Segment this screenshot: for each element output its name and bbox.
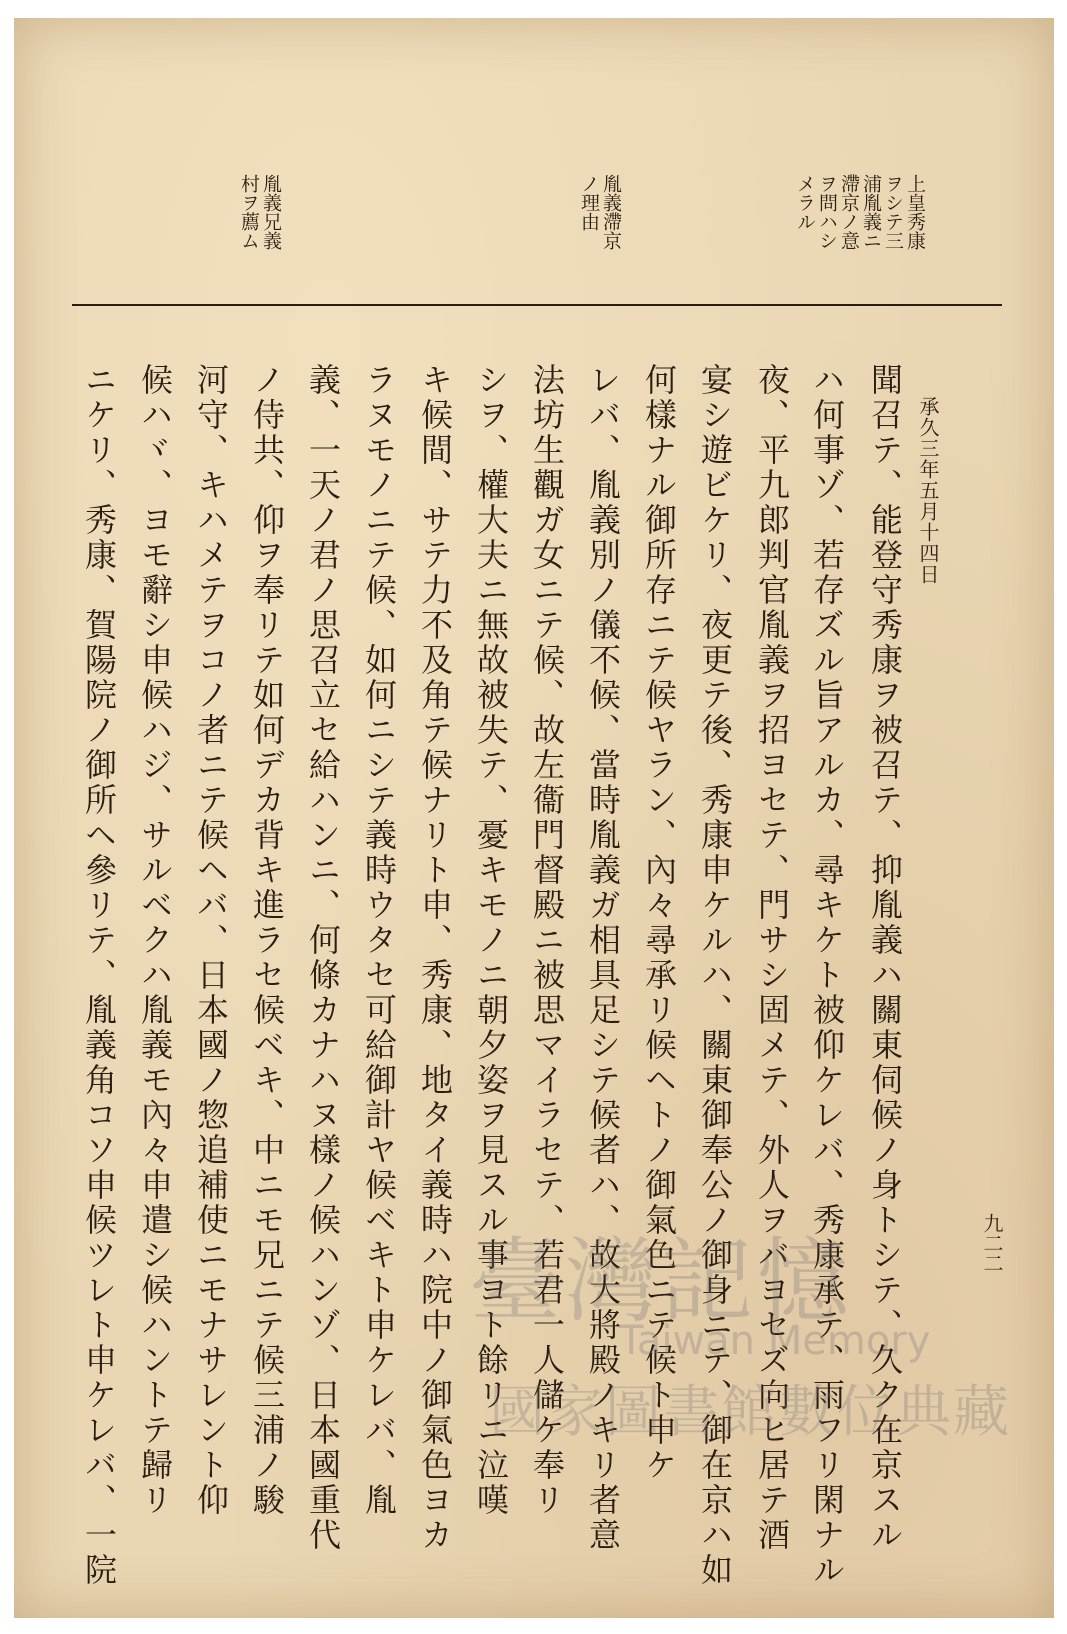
book-page bbox=[14, 18, 1054, 1618]
margin-note-reason: 胤義滯京 ノ理由 bbox=[578, 174, 622, 250]
text-column: 義、一天ノ君ノ思召立セ給ハンニ、何條カナハヌ樣ノ候ハンゾ、日本國重代 bbox=[304, 363, 342, 1553]
page-number: 九二二 bbox=[980, 1213, 1004, 1273]
text-column: ラヌモノニテ候、如何ニシテ義時ウタセ可給御計ヤ候ベキト申ケレバ、胤 bbox=[360, 363, 398, 1518]
text-column: シヲ、權大夫ニ無故被失テ、憂キモノニ朝夕姿ヲ見スル事ヨト餘リニ泣嘆 bbox=[472, 363, 510, 1518]
margin-note-hideyasu: 上皇秀康 ヲシテ三 浦胤義ニ 滯京ノ意 ヲ問ハシ メラル bbox=[794, 174, 926, 250]
text-column: ノ侍共、仰ヲ奉リテ如何デカ背キ進ラセ候ベキ、中ニモ兄ニテ候三浦ノ駿 bbox=[248, 363, 286, 1518]
text-column: キ候間、サテ力不及角テ候ナリト申、秀康、地タイ義時ハ院中ノ御氣色ヨカ bbox=[416, 363, 454, 1553]
text-column: ハ何事ゾ、若存ズル旨アルカ、尋キケト被仰ケレバ、秀康承テ、雨フリ閑ナル bbox=[808, 363, 846, 1588]
text-column: 聞召テ、能登守秀康ヲ被召テ、抑胤義ハ關東伺候ノ身トシテ、久ク在京スル bbox=[866, 363, 904, 1553]
watermark-subtitle: 國家圖書館數位典藏 bbox=[489, 1380, 1011, 1445]
text-column: 何樣ナル御所存ニテ候ヤラン、內々尋承リ候ヘトノ御氣色ニテ候ト申ケ bbox=[640, 363, 678, 1483]
text-column: 宴シ遊ビケリ、夜更テ後、秀康申ケルハ、關東御奉公ノ御身ニテ、御在京ハ如 bbox=[696, 363, 734, 1588]
margin-note-yoshimura: 胤義兄義 村ヲ薦ム bbox=[238, 174, 282, 250]
watermark-english: Taiwan Memory bbox=[619, 1318, 931, 1364]
text-column: 候ハヾ、ヨモ辭シ申候ハジ、サルベクハ胤義モ內々申遣シ候ハントテ歸リ bbox=[136, 363, 174, 1518]
watermark-title: 臺灣記憶 bbox=[469, 1228, 854, 1335]
text-column: 法坊生觀ガ女ニテ候、故左衞門督殿ニ被思マイラセテ、若君一人儲ケ奉リ bbox=[528, 363, 566, 1518]
text-column: 河守、キハメテヲコノ者ニテ候ヘバ、日本國ノ惣追補使ニモナサレント仰 bbox=[192, 363, 230, 1518]
text-column: レバ、胤義別ノ儀不候、當時胤義ガ相具足シテ候者ハ、故大將殿ノキリ者意 bbox=[584, 363, 622, 1553]
header-rule bbox=[72, 304, 1002, 306]
text-column: 夜、平九郎判官胤義ヲ招ヨセテ、門サシ固メテ、外人ヲバヨセズ向ヒ居テ酒 bbox=[753, 363, 791, 1553]
page-date: 承久三年五月十四日 bbox=[916, 396, 940, 585]
text-column: ニケリ、秀康、賀陽院ノ御所ヘ參リテ、胤義角コソ申候ツレト申ケレバ、一院 bbox=[80, 363, 118, 1588]
